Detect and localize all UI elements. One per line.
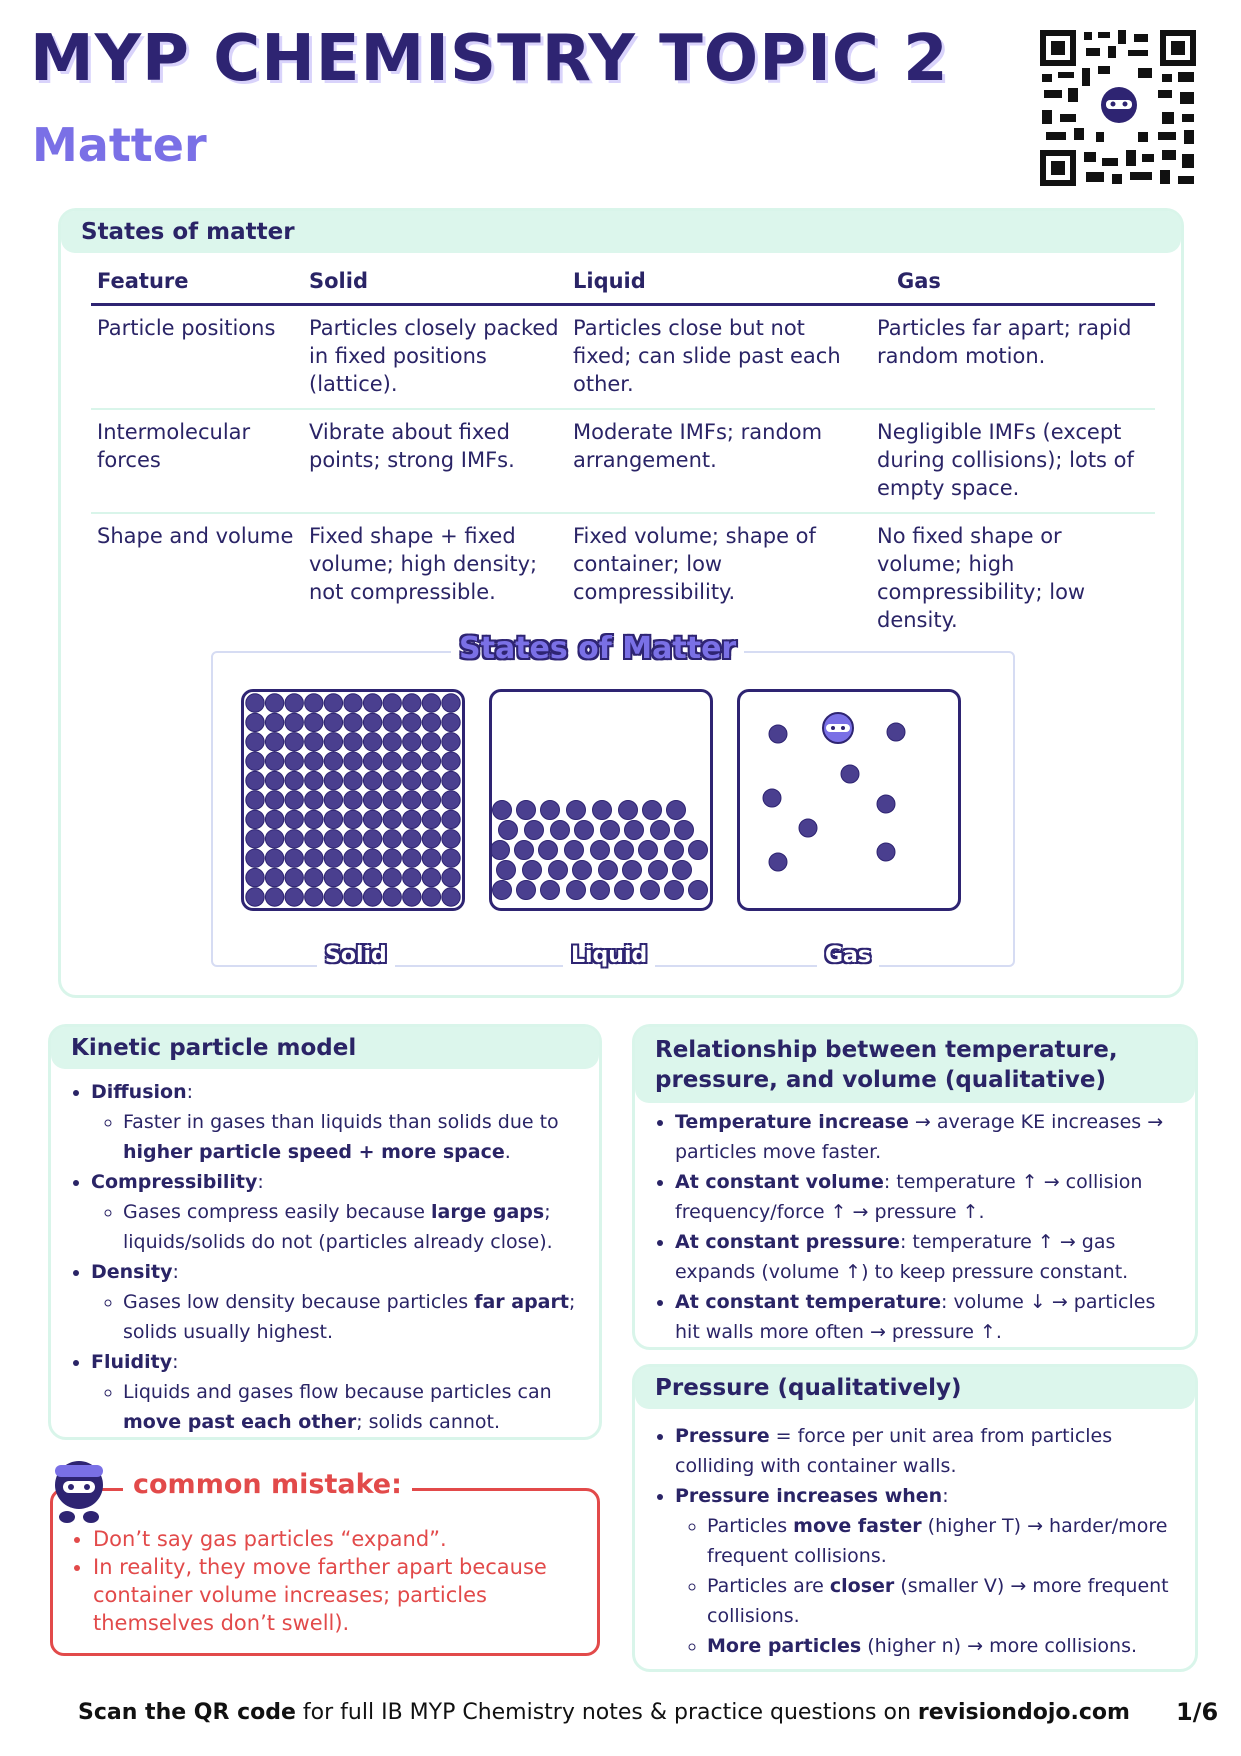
particle [246, 810, 264, 828]
kinetic-model-card [48, 1024, 602, 1440]
particle [383, 771, 401, 789]
footer-text: Scan the QR code for full IB MYP Chemistry notes & practice questions on revisiondojo.com [78, 1700, 1130, 1725]
kinetic-heading: Kinetic particle model [51, 1027, 599, 1069]
particle [565, 841, 584, 860]
particle [689, 881, 708, 900]
particle [285, 752, 303, 770]
relationship-card [632, 1024, 1198, 1350]
particle [442, 868, 460, 886]
particle [442, 771, 460, 789]
particle [422, 752, 440, 770]
particle [305, 752, 323, 770]
particle [539, 841, 558, 860]
particle [246, 849, 264, 867]
particle [525, 821, 544, 840]
relationship-list [635, 1107, 1185, 1347]
page-subtitle: Matter [32, 118, 207, 172]
list-item: • At constant volume: temperature ↑ → collision frequency/force ↑ → pressure ↑. [675, 1167, 1185, 1227]
solid-box [241, 689, 465, 911]
particle [769, 725, 787, 743]
list-item: • In reality, they move farther apart because container volume increases; particles themselves don’t swell). [93, 1553, 597, 1637]
kinetic-list [51, 1077, 589, 1437]
particle [324, 849, 342, 867]
particle [265, 849, 283, 867]
particle [422, 888, 440, 906]
particle [403, 713, 421, 731]
particle [344, 791, 362, 809]
particle [363, 791, 381, 809]
particle [285, 791, 303, 809]
particle [246, 713, 264, 731]
gas-particles [740, 692, 958, 908]
ninja-mascot-icon [49, 1455, 113, 1527]
particle [549, 861, 568, 880]
particle [877, 843, 895, 861]
particle [403, 868, 421, 886]
particle [265, 752, 283, 770]
particle [403, 733, 421, 751]
particle [324, 694, 342, 712]
particle [285, 694, 303, 712]
particle [442, 752, 460, 770]
common-mistake-box [50, 1469, 600, 1656]
particle [493, 801, 512, 820]
qr-code-icon[interactable] [1038, 28, 1198, 188]
particle [285, 771, 303, 789]
particle [403, 810, 421, 828]
particle [246, 868, 264, 886]
particle [344, 849, 362, 867]
particle [305, 771, 323, 789]
particle [383, 810, 401, 828]
particle [265, 888, 283, 906]
particle [541, 881, 560, 900]
particle [877, 795, 895, 813]
particle [403, 849, 421, 867]
particle [285, 733, 303, 751]
particle [887, 723, 905, 741]
particle [363, 868, 381, 886]
states-heading: States of matter [61, 211, 1181, 253]
particle [492, 841, 510, 860]
particle [285, 830, 303, 848]
list-item: ◦ More particles (higher n) → more collisions. [707, 1631, 1185, 1661]
list-item: ◦ Gases low density because particles far apart; solids usually highest. [123, 1287, 589, 1347]
particle [551, 821, 570, 840]
particle [363, 888, 381, 906]
particle [675, 821, 694, 840]
particle [285, 713, 303, 731]
particle [324, 771, 342, 789]
particle [265, 713, 283, 731]
particle [383, 868, 401, 886]
particle [246, 791, 264, 809]
particle [285, 888, 303, 906]
particle [497, 861, 516, 880]
list-item: ◦ Particles move faster (higher T) → harder/more frequent collisions. [707, 1511, 1185, 1571]
particle [344, 752, 362, 770]
particle [383, 694, 401, 712]
particle [305, 868, 323, 886]
particle [422, 791, 440, 809]
list-item: ◦ Faster in gases than liquids than solids due to higher particle speed + more space. [123, 1107, 589, 1167]
particle [383, 733, 401, 751]
table-row [91, 513, 1155, 644]
list-item: ◦ Particles are closer (smaller V) → more frequent collisions. [707, 1571, 1185, 1631]
table-cell: Particles far apart; rapid random motion. [871, 305, 1155, 410]
solid-label: Solid [317, 943, 395, 968]
particle [305, 713, 323, 731]
particle [344, 771, 362, 789]
particle [363, 752, 381, 770]
particle [363, 694, 381, 712]
pressure-card [632, 1364, 1198, 1672]
table-cell: Intermolecular forces [91, 409, 303, 513]
particle [442, 849, 460, 867]
particle [403, 791, 421, 809]
particle [769, 853, 787, 871]
pressure-heading: Pressure (qualitatively) [635, 1367, 1195, 1409]
table-cell: No fixed shape or volume; high compressibility; low density. [877, 524, 1086, 632]
table-cell: Fixed volume; shape of container; low compressibility. [573, 524, 816, 604]
states-diagram [211, 631, 1015, 968]
states-table [91, 261, 1155, 644]
particle [305, 791, 323, 809]
particle [599, 861, 618, 880]
particle [442, 713, 460, 731]
table-header: Gas [871, 261, 1155, 305]
particle [344, 713, 362, 731]
table-cell: Moderate IMFs; random arrangement. [567, 409, 871, 513]
particle [305, 694, 323, 712]
particle [442, 810, 460, 828]
mistake-list [53, 1525, 597, 1637]
particle [324, 868, 342, 886]
particle [403, 830, 421, 848]
table-header: Feature [91, 261, 303, 305]
particle [422, 733, 440, 751]
particle [649, 861, 668, 880]
particle [363, 849, 381, 867]
particle [383, 849, 401, 867]
particle [651, 821, 670, 840]
liquid-box [489, 689, 713, 911]
particle [422, 713, 440, 731]
liquid-particles [492, 692, 710, 908]
gas-label: Gas [817, 943, 879, 968]
list-item: • Don’t say gas particles “expand”. [93, 1525, 597, 1553]
particle [344, 810, 362, 828]
particle [493, 881, 512, 900]
particle [403, 752, 421, 770]
particle [324, 810, 342, 828]
particle [593, 801, 612, 820]
liquid-label: Liquid [563, 943, 655, 968]
list-item: • At constant pressure: temperature ↑ → gas expands (volume ↑) to keep pressure constant. [675, 1227, 1185, 1287]
particle [673, 861, 692, 880]
particle [324, 830, 342, 848]
particle [324, 752, 342, 770]
particle [641, 881, 660, 900]
page-title: MYP CHEMISTRY TOPIC 2 [30, 22, 949, 96]
table-cell: Particle positions [91, 305, 303, 410]
list-item: • Temperature increase → average KE increases → particles move faster. [675, 1107, 1185, 1167]
particle [363, 810, 381, 828]
list-item: • Pressure = force per unit area from particles colliding with container walls. [675, 1421, 1185, 1481]
relationship-heading: Relationship between temperature, pressure, and volume (qualitative) [635, 1027, 1195, 1103]
particle [363, 830, 381, 848]
particle [344, 694, 362, 712]
particle [515, 841, 534, 860]
particle [573, 861, 592, 880]
particle [403, 694, 421, 712]
diagram-title: States of Matter [451, 631, 744, 666]
table-cell: Particles closely packed in fixed positions (lattice). [303, 305, 567, 410]
states-of-matter-card [58, 208, 1184, 998]
particle [619, 801, 638, 820]
particle [442, 791, 460, 809]
particle [265, 868, 283, 886]
list-item: • Diffusion: ◦ Faster in gases than liquids than solids due to higher particle speed + more space. [91, 1077, 589, 1167]
particle [841, 765, 859, 783]
particle [305, 888, 323, 906]
particle [363, 733, 381, 751]
list-item: • Pressure increases when: ◦ Particles move faster (higher T) → harder/more frequent collisions. ◦ Particles are closer (smaller V) → more frequent collisions. ◦ More particles (higher n) → more collisions. [675, 1481, 1185, 1661]
particle [344, 830, 362, 848]
particle [265, 830, 283, 848]
particle [246, 694, 264, 712]
particle [442, 733, 460, 751]
particle [575, 821, 594, 840]
particle [324, 791, 342, 809]
particle [523, 861, 542, 880]
particle [285, 868, 303, 886]
particle [265, 810, 283, 828]
ninja-mascot-icon [823, 713, 853, 743]
particle [601, 821, 620, 840]
particle [324, 888, 342, 906]
particle [383, 791, 401, 809]
particle [623, 861, 642, 880]
particle [591, 841, 610, 860]
particle [665, 881, 684, 900]
table-cell: Negligible IMFs (except during collisions); lots of empty space. [871, 409, 1155, 513]
particle [383, 713, 401, 731]
particle [344, 888, 362, 906]
particle [383, 752, 401, 770]
particle [567, 801, 586, 820]
page-number: 1/6 [1176, 1698, 1219, 1726]
particle [689, 841, 708, 860]
table-cell: Shape and volume [97, 524, 294, 548]
particle [403, 888, 421, 906]
particle [305, 733, 323, 751]
particle [499, 821, 518, 840]
particle [324, 713, 342, 731]
table-cell: Particles close but not fixed; can slide past each other. [567, 305, 871, 410]
particle [324, 733, 342, 751]
particle [422, 771, 440, 789]
particle [363, 713, 381, 731]
particle [403, 771, 421, 789]
particle [591, 881, 610, 900]
particle [265, 791, 283, 809]
particle [265, 733, 283, 751]
particle [383, 830, 401, 848]
table-header: Liquid [567, 261, 871, 305]
table-header: Solid [303, 261, 567, 305]
particle [422, 810, 440, 828]
table-row [91, 409, 1155, 513]
particle [643, 801, 662, 820]
particle [799, 819, 817, 837]
particle [305, 830, 323, 848]
particle [285, 810, 303, 828]
particle [442, 830, 460, 848]
list-item: • Fluidity: ◦ Liquids and gases flow because particles can move past each other; solids cannot. [91, 1347, 589, 1437]
particle [615, 841, 634, 860]
gas-box [737, 689, 961, 911]
list-item: ◦ Liquids and gases flow because particles can move past each other; solids cannot. [123, 1377, 589, 1437]
particle [422, 830, 440, 848]
particle [442, 694, 460, 712]
common-mistake-title: common mistake: [123, 1469, 412, 1500]
particle [246, 830, 264, 848]
particle [422, 694, 440, 712]
table-cell: Fixed shape + fixed volume; high density; not compressible. [309, 524, 538, 604]
particle [517, 801, 536, 820]
list-item: • Compressibility: ◦ Gases compress easily because large gaps; liquids/solids do not (particles already close). [91, 1167, 589, 1257]
particle [344, 733, 362, 751]
particle [383, 888, 401, 906]
particle [422, 868, 440, 886]
particle [265, 694, 283, 712]
table-row [91, 305, 1155, 410]
solid-particles [244, 692, 462, 908]
particle [615, 881, 634, 900]
particle [625, 821, 644, 840]
particle [442, 888, 460, 906]
particle [246, 752, 264, 770]
particle [665, 841, 684, 860]
particle [422, 849, 440, 867]
particle [246, 888, 264, 906]
particle [763, 789, 781, 807]
particle [567, 881, 586, 900]
particle [285, 849, 303, 867]
pressure-list [635, 1421, 1185, 1661]
particle [363, 771, 381, 789]
list-item: • At constant temperature: volume ↓ → particles hit walls more often → pressure ↑. [675, 1287, 1185, 1347]
list-item: • Density: ◦ Gases low density because particles far apart; solids usually highest. [91, 1257, 589, 1347]
particle [344, 868, 362, 886]
particle [305, 849, 323, 867]
particle [305, 810, 323, 828]
particle [517, 881, 536, 900]
particle [541, 801, 560, 820]
list-item: ◦ Gases compress easily because large gaps; liquids/solids do not (particles already close). [123, 1197, 589, 1257]
particle [246, 771, 264, 789]
table-cell: Vibrate about fixed points; strong IMFs. [303, 409, 567, 513]
particle [667, 801, 686, 820]
particle [265, 771, 283, 789]
particle [246, 733, 264, 751]
particle [639, 841, 658, 860]
